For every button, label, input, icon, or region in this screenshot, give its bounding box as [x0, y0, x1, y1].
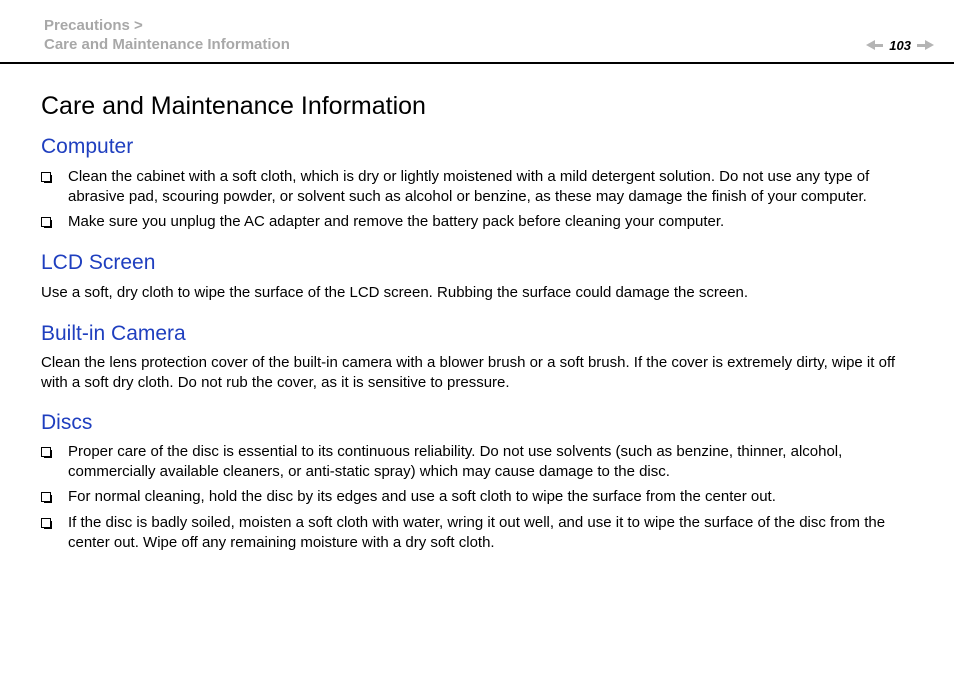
list-item — [41, 442, 913, 482]
list-item-text: Clean the cabinet with a soft cloth, which is dry or lightly moistened with a mild detergent solution. Do not use any type of abrasive pad, scouring powder, or solvent such as alcohol or benzine, as these may damage the finish of your computer. — [68, 168, 870, 205]
computer-list — [41, 167, 913, 232]
page-header — [0, 0, 954, 64]
list-item-text: Proper care of the disc is essential to its continuous reliability. Do not use solvents (such as benzine, thinner, alcohol, commercially available cleaners, or anti-static spray) which may cause damage to the disc. — [68, 443, 843, 480]
section-heading-built-in-camera: Built-in Camera — [41, 322, 186, 345]
section-heading-discs: Discs — [41, 411, 93, 434]
breadcrumb-parent[interactable]: Precautions > — [44, 17, 143, 34]
next-page-icon[interactable] — [917, 40, 934, 50]
list-item — [41, 487, 913, 507]
section-heading-lcd-screen: LCD Screen — [41, 251, 156, 274]
checkbox-bullet-icon — [41, 518, 51, 528]
breadcrumb — [44, 16, 290, 54]
list-item — [41, 167, 913, 207]
breadcrumb-current: Care and Maintenance Information — [44, 36, 290, 53]
previous-page-icon[interactable] — [866, 40, 883, 50]
page-navigator — [866, 37, 934, 53]
discs-list — [41, 442, 913, 553]
page-number: 103 — [889, 37, 911, 53]
list-item-text: For normal cleaning, hold the disc by its edges and use a soft cloth to wipe the surface from the center out. — [68, 488, 776, 505]
checkbox-bullet-icon — [41, 172, 51, 182]
list-item-text: If the disc is badly soiled, moisten a soft cloth with water, wring it out well, and use it to wipe the surface of the disc from the center out. Wipe off any remaining moisture with a dry soft cloth. — [68, 514, 886, 551]
page-title: Care and Maintenance Information — [41, 92, 426, 120]
list-item-text: Make sure you unplug the AC adapter and remove the battery pack before cleaning your computer. — [68, 213, 725, 230]
checkbox-bullet-icon — [41, 492, 51, 502]
list-item — [41, 513, 913, 553]
checkbox-bullet-icon — [41, 217, 51, 227]
built-in-camera-text: Clean the lens protection cover of the built-in camera with a blower brush or a soft brush. If the cover is extremely dirty, wipe it off with a soft dry cloth. Do not rub the cover, as it is sensitive to pressure. — [41, 354, 896, 391]
checkbox-bullet-icon — [41, 447, 51, 457]
lcd-screen-text: Use a soft, dry cloth to wipe the surface of the LCD screen. Rubbing the surface could damage the screen. — [41, 284, 749, 301]
main-content — [41, 89, 913, 553]
section-heading-computer: Computer — [41, 135, 134, 158]
list-item — [41, 212, 913, 232]
